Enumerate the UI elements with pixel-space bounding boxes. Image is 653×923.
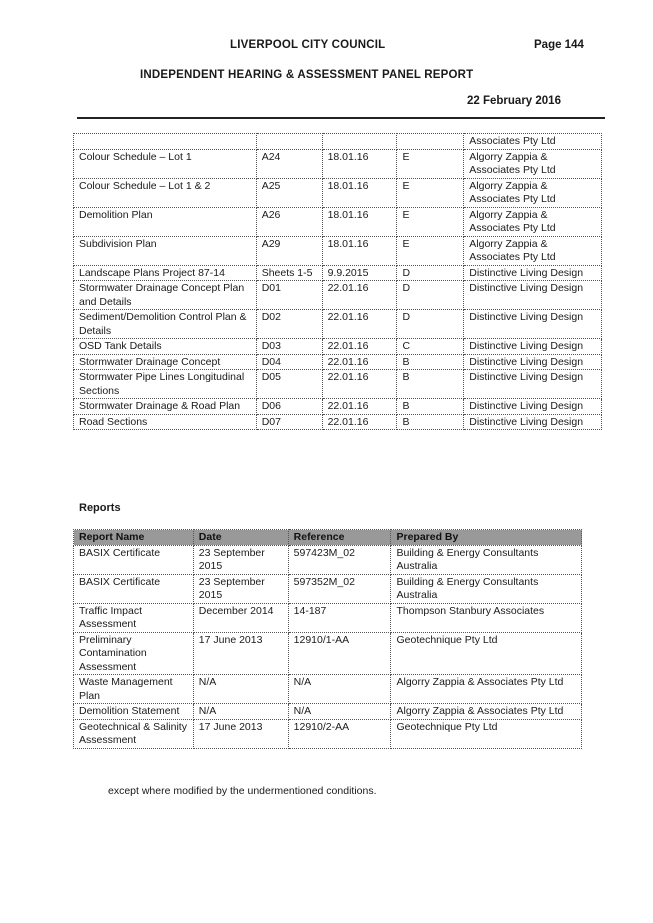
page-header (0, 39, 653, 55)
table-row (74, 675, 582, 704)
table-cell: N/A (193, 704, 288, 720)
table-cell: Algorry Zappia & Associates Pty Ltd (464, 207, 602, 236)
table-cell: Traffic Impact Assessment (74, 603, 194, 632)
table-row (74, 574, 582, 603)
table-row (74, 354, 602, 370)
table-cell: D04 (256, 354, 322, 370)
table-row (74, 632, 582, 675)
table-cell: Sediment/Demolition Control Plan & Details (74, 310, 257, 339)
table-cell: Building & Energy Consultants Australia (391, 574, 582, 603)
table-cell: 17 June 2013 (193, 632, 288, 675)
header-divider (77, 117, 605, 119)
table-row (74, 265, 602, 281)
table-cell: 597352M_02 (288, 574, 391, 603)
table-cell: E (397, 236, 464, 265)
table-cell: Distinctive Living Design (464, 370, 602, 399)
table-cell: E (397, 178, 464, 207)
table-cell: B (397, 354, 464, 370)
table-cell: Geotechnical & Salinity Assessment (74, 719, 194, 748)
table-cell: 22.01.16 (322, 310, 397, 339)
table-cell: D03 (256, 339, 322, 355)
table-row (74, 134, 602, 150)
table-cell: Associates Pty Ltd (464, 134, 602, 150)
table-row (74, 310, 602, 339)
table-cell: 23 September 2015 (193, 545, 288, 574)
table-cell: 22.01.16 (322, 399, 397, 415)
table-cell: B (397, 399, 464, 415)
plans-table (73, 133, 602, 430)
table-cell: 22.01.16 (322, 370, 397, 399)
table-cell: Demolition Statement (74, 704, 194, 720)
table-cell: Distinctive Living Design (464, 399, 602, 415)
table-row (74, 399, 602, 415)
table-cell: 22.01.16 (322, 281, 397, 310)
table-cell: 12910/1-AA (288, 632, 391, 675)
table-cell: Distinctive Living Design (464, 310, 602, 339)
table-cell: D06 (256, 399, 322, 415)
table-cell: D01 (256, 281, 322, 310)
reports-heading: Reports (79, 502, 121, 514)
table-cell: Distinctive Living Design (464, 265, 602, 281)
table-row (74, 545, 582, 574)
table-cell: Sheets 1-5 (256, 265, 322, 281)
table-cell: 18.01.16 (322, 178, 397, 207)
table-cell: N/A (288, 675, 391, 704)
footer-text: except where modified by the undermentioned conditions. (108, 785, 377, 797)
table-cell: Stormwater Drainage & Road Plan (74, 399, 257, 415)
table-cell: Distinctive Living Design (464, 339, 602, 355)
table-cell: B (397, 370, 464, 399)
table-cell: E (397, 149, 464, 178)
report-date: 22 February 2016 (467, 95, 561, 107)
table-row (74, 339, 602, 355)
table-cell: N/A (193, 675, 288, 704)
table-cell: Waste Management Plan (74, 675, 194, 704)
table-cell: 18.01.16 (322, 207, 397, 236)
table-cell: A25 (256, 178, 322, 207)
table-cell: D (397, 265, 464, 281)
table-cell: A26 (256, 207, 322, 236)
table-cell: Algorry Zappia & Associates Pty Ltd (464, 236, 602, 265)
table-row (74, 236, 602, 265)
table-cell: 597423M_02 (288, 545, 391, 574)
table-row (74, 704, 582, 720)
table-cell: C (397, 339, 464, 355)
table-cell: 9.9.2015 (322, 265, 397, 281)
table-cell: Colour Schedule – Lot 1 (74, 149, 257, 178)
page-number: Page 144 (534, 39, 584, 51)
report-title: INDEPENDENT HEARING & ASSESSMENT PANEL REPORT (140, 69, 474, 81)
column-header: Date (193, 530, 288, 546)
table-cell: 22.01.16 (322, 339, 397, 355)
table-cell: D05 (256, 370, 322, 399)
table-cell: Algorry Zappia & Associates Pty Ltd (464, 149, 602, 178)
table-row (74, 370, 602, 399)
table-cell: 18.01.16 (322, 149, 397, 178)
table-cell: Algorry Zappia & Associates Pty Ltd (464, 178, 602, 207)
reports-header-row (74, 530, 582, 546)
table-cell: 17 June 2013 (193, 719, 288, 748)
table-cell: Colour Schedule – Lot 1 & 2 (74, 178, 257, 207)
table-row (74, 414, 602, 430)
table-cell: Subdivision Plan (74, 236, 257, 265)
table-cell (256, 134, 322, 150)
table-cell: Preliminary Contamination Assessment (74, 632, 194, 675)
table-row (74, 149, 602, 178)
table-row (74, 603, 582, 632)
column-header: Report Name (74, 530, 194, 546)
table-cell: D02 (256, 310, 322, 339)
table-cell: A24 (256, 149, 322, 178)
table-cell: 23 September 2015 (193, 574, 288, 603)
table-cell: Algorry Zappia & Associates Pty Ltd (391, 704, 582, 720)
table-cell: Stormwater Drainage Concept (74, 354, 257, 370)
table-cell: D07 (256, 414, 322, 430)
table-row (74, 178, 602, 207)
column-header: Prepared By (391, 530, 582, 546)
table-cell: OSD Tank Details (74, 339, 257, 355)
table-cell: BASIX Certificate (74, 574, 194, 603)
table-cell: 12910/2-AA (288, 719, 391, 748)
table-row (74, 281, 602, 310)
table-cell: 18.01.16 (322, 236, 397, 265)
table-cell: B (397, 414, 464, 430)
table-row (74, 207, 602, 236)
column-header: Reference (288, 530, 391, 546)
table-cell: Stormwater Drainage Concept Plan and Details (74, 281, 257, 310)
table-row (74, 719, 582, 748)
table-cell (397, 134, 464, 150)
table-cell: A29 (256, 236, 322, 265)
table-cell: BASIX Certificate (74, 545, 194, 574)
table-cell: Stormwater Pipe Lines Longitudinal Sections (74, 370, 257, 399)
table-cell (322, 134, 397, 150)
table-cell: E (397, 207, 464, 236)
table-cell: 22.01.16 (322, 414, 397, 430)
table-cell (74, 134, 257, 150)
table-cell: Distinctive Living Design (464, 281, 602, 310)
table-cell: Geotechnique Pty Ltd (391, 719, 582, 748)
table-cell: Landscape Plans Project 87-14 (74, 265, 257, 281)
table-cell: December 2014 (193, 603, 288, 632)
table-cell: 22.01.16 (322, 354, 397, 370)
council-name: LIVERPOOL CITY COUNCIL (230, 39, 386, 51)
table-cell: Algorry Zappia & Associates Pty Ltd (391, 675, 582, 704)
reports-table (73, 529, 582, 749)
table-cell: D (397, 281, 464, 310)
table-cell: 14-187 (288, 603, 391, 632)
table-cell: Distinctive Living Design (464, 414, 602, 430)
table-cell: Road Sections (74, 414, 257, 430)
table-cell: Distinctive Living Design (464, 354, 602, 370)
table-cell: Thompson Stanbury Associates (391, 603, 582, 632)
table-cell: N/A (288, 704, 391, 720)
table-cell: Geotechnique Pty Ltd (391, 632, 582, 675)
table-cell: Building & Energy Consultants Australia (391, 545, 582, 574)
table-cell: D (397, 310, 464, 339)
table-cell: Demolition Plan (74, 207, 257, 236)
